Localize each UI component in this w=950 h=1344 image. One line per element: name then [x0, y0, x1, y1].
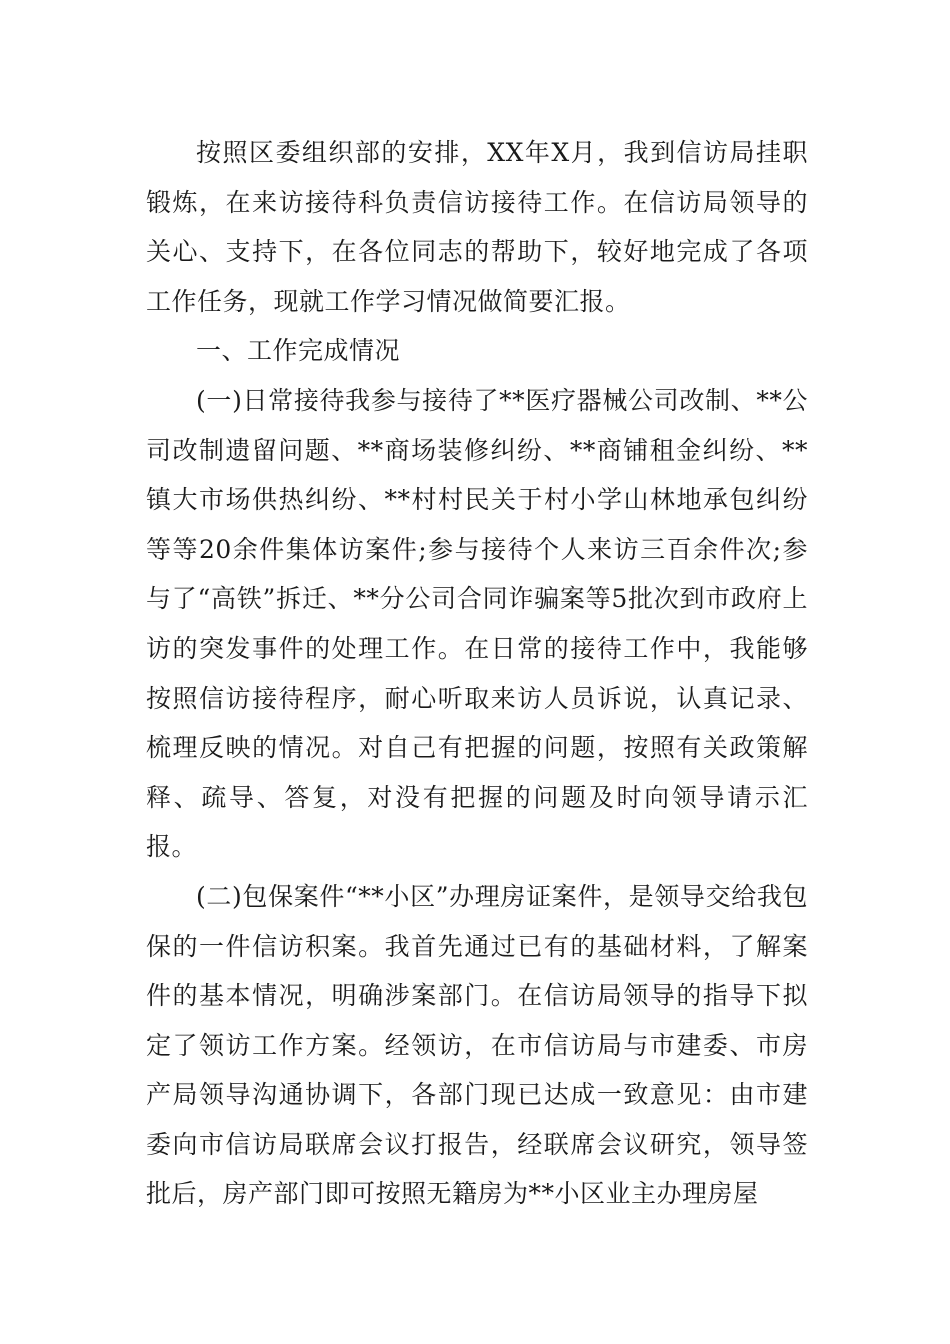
- document-body: [146, 128, 808, 1219]
- daily-reception-paragraph: (一)日常接待我参与接待了**医疗器械公司改制、**公司改制遗留问题、**商场装修纠纷、**商铺租金纠纷、**镇大市场供热纠纷、**村村民关于村小学山林地承包纠纷等等20余件集体访案件;参与接待个人来访三百余件次;参与了“高铁”拆迁、**分公司合同诈骗案等5批次到市政府上访的突发事件的处理工作。在日常的接待工作中，我能够按照信访接待程序，耐心听取来访人员诉说，认真记录、梳理反映的情况。对自己有把握的问题，按照有关政策解释、疏导、答复，对没有把握的问题及时向领导请示汇报。: [146, 385, 808, 862]
- case-handling-paragraph: (二)包保案件“**小区”办理房证案件，是领导交给我包保的一件信访积案。我首先通过已有的基础材料，了解案件的基本情况，明确涉案部门。在信访局领导的指导下拟定了领访工作方案。经领访，在市信访局与市建委、市房产局领导沟通协调下，各部门现已达成一致意见：由市建委向市信访局联席会议打报告，经联席会议研究，领导签批后，房产部门即可按照无籍房为**小区业主办理房屋: [146, 881, 808, 1209]
- intro-paragraph: 按照区委组织部的安排，XX年X月，我到信访局挂职锻炼，在来访接待科负责信访接待工作。在信访局领导的关心、支持下，在各位同志的帮助下，较好地完成了各项工作任务，现就工作学习情况做简要汇报。: [146, 138, 808, 316]
- section-heading: 一、工作完成情况: [196, 336, 401, 366]
